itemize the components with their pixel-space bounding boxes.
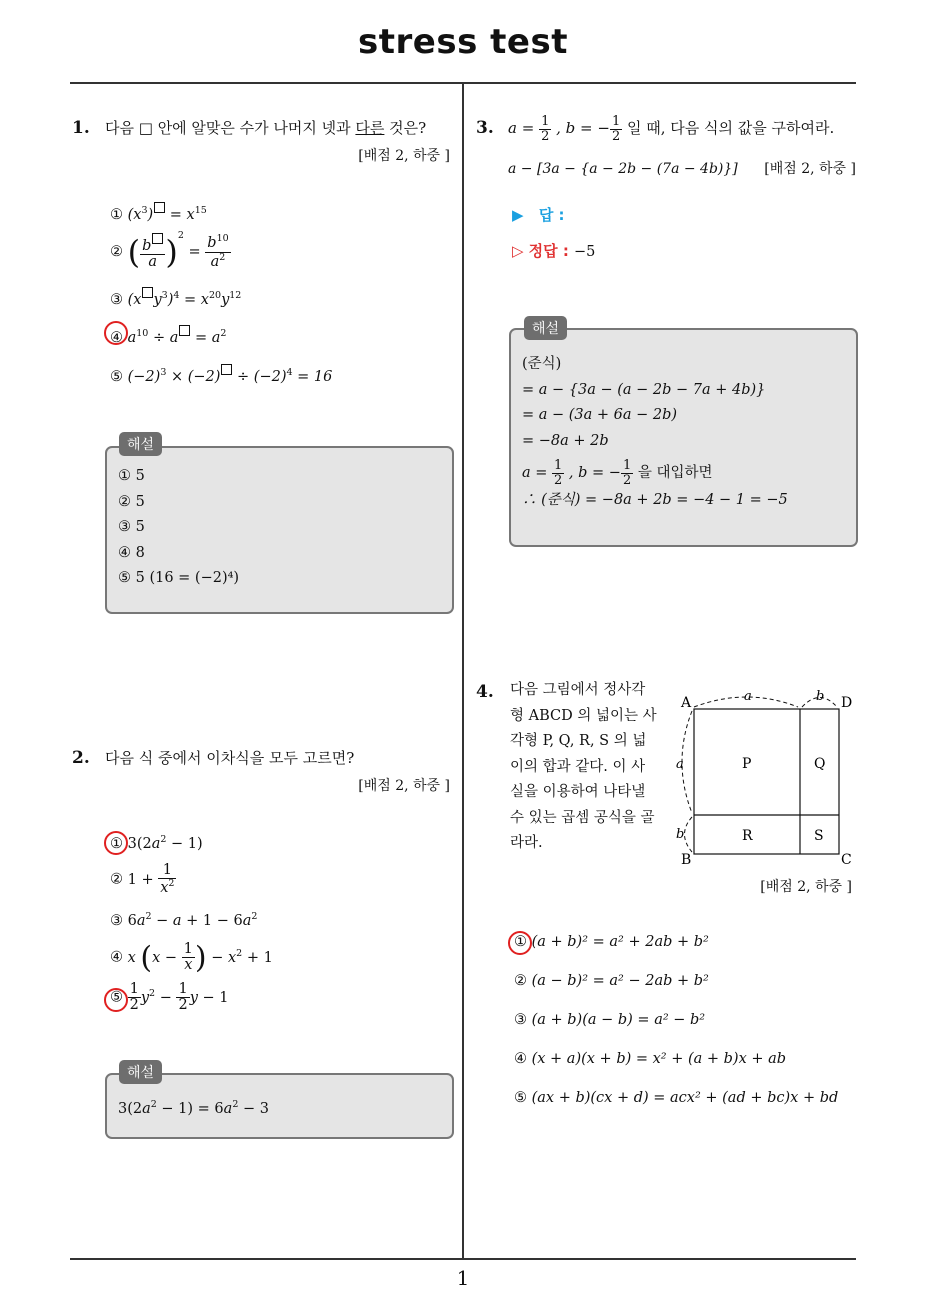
q2-choice-5[interactable]: ⑤ $\frac{1}{2}$ $y^2$ − $\frac{1}{2}$ y − 1 bbox=[110, 981, 229, 1014]
q3-solution-line: = a − (3a + 6a − 2b) bbox=[522, 407, 678, 423]
q2-solution-line: $3(2a^2 - 1) = 6a^2 - 3$ bbox=[118, 1099, 269, 1117]
q3-solution-tag: 해설 bbox=[524, 316, 567, 340]
corner-c: C bbox=[841, 852, 852, 868]
q1-choice-2[interactable]: ② ( $\frac{b}{a}$ )$^2$ = $\frac{b^{10}}{a^2}$ bbox=[110, 230, 229, 271]
corner-a: A bbox=[681, 695, 692, 711]
q2-answer-circle-1 bbox=[104, 831, 128, 855]
q3-solution-line: (준식) bbox=[522, 356, 562, 372]
q1-number: 1. bbox=[72, 118, 90, 138]
q2-choice-1[interactable]: ① $3(2a^2 - 1)$ bbox=[110, 834, 203, 852]
q4-answer-circle bbox=[508, 931, 532, 955]
q1-choice-1[interactable]: ① $(x^3) = x^{15}$ bbox=[110, 202, 207, 223]
page-number: 1 bbox=[456, 1266, 470, 1290]
q3-meta: [배점 2, 하중 ] bbox=[764, 161, 856, 177]
label-left-b: b bbox=[676, 827, 685, 842]
q3-question: a = $\frac{1}{2}$ , b = − $\frac{1}{2}$ 일 때, 다음 식의 값을 구하여라. bbox=[508, 114, 835, 144]
q2-question: 다음 식 중에서 이차식을 모두 고르면? bbox=[105, 749, 355, 767]
brace-left-b bbox=[685, 817, 693, 852]
play-outline-icon: ▷ bbox=[512, 242, 524, 260]
q3-correct-label: 정답 : bbox=[528, 242, 569, 260]
q3-correct-value: −5 bbox=[573, 244, 596, 260]
q1-answer-circle bbox=[104, 321, 128, 345]
q4-question: 다음 그림에서 정사각 형 ABCD 의 넓이는 사 각형 P, Q, R, S 의 넓 이의 합과 같다. 이 사 실을 이용하여 나타낼 수 있는 곱셈 공식을 골 라라. bbox=[510, 682, 657, 851]
q2-meta: [배점 2, 하중 ] bbox=[358, 778, 450, 794]
document-title: stress test bbox=[358, 22, 568, 62]
q3-expression: a − [3a − {a − 2b − (7a − 4b)}] bbox=[508, 161, 738, 177]
q2-answer-circle-5 bbox=[104, 988, 128, 1012]
region-p: P bbox=[742, 756, 752, 772]
q1-solution-line: ① 5 bbox=[118, 468, 145, 484]
q1-solution-body bbox=[118, 464, 239, 592]
q3-substitute-line: a = $\frac{1}{2}$ , b = − $\frac{1}{2}$ 을 대입하면 bbox=[522, 457, 713, 488]
q4-choice-5[interactable]: ⑤ (ax + b)(cx + d) = acx² + (ad + bc)x + bd bbox=[514, 1090, 839, 1106]
q2-choice-3[interactable]: ③ $6a^2 - a + 1 - 6a^2$ bbox=[110, 911, 258, 929]
q1-choice-4[interactable]: ④ $a^{10} \div a = a^2$ bbox=[110, 325, 226, 346]
q1-meta: [배점 2, 하중 ] bbox=[358, 148, 450, 164]
q1-choice-3[interactable]: ③ (x $y^3)^4 = x^{20}y^{12}$ bbox=[110, 287, 241, 308]
q3-number: 3. bbox=[476, 118, 494, 138]
q3-answer-label: 답 : bbox=[538, 206, 565, 224]
region-q: Q bbox=[814, 756, 826, 772]
q1-choice-5[interactable]: ⑤ $(-2)^3 \times (-2) \div (-2)^4 = 16$ bbox=[110, 364, 332, 385]
region-r: R bbox=[742, 828, 753, 844]
corner-b: B bbox=[681, 852, 692, 868]
play-icon: ▶ bbox=[512, 206, 524, 224]
q3-solution-line: = −8a + 2b bbox=[522, 432, 609, 449]
q1-solution-line: ② 5 bbox=[118, 493, 145, 510]
q4-choice-2[interactable]: ② (a − b)² = a² − 2ab + b² bbox=[514, 973, 709, 989]
q4-choice-3[interactable]: ③ (a + b)(a − b) = a² − b² bbox=[514, 1012, 706, 1028]
q2-solution-tag: 해설 bbox=[119, 1060, 162, 1084]
q3-correct-row bbox=[512, 240, 595, 261]
label-top-a: a bbox=[744, 689, 752, 704]
corner-d: D bbox=[841, 695, 853, 711]
q1-solution-line: ③ 5 bbox=[118, 519, 145, 535]
q1-solution-line: ④ 8 bbox=[118, 544, 145, 561]
q2-number: 2. bbox=[72, 748, 90, 768]
label-top-b: b bbox=[816, 689, 825, 704]
column-divider bbox=[462, 82, 464, 1259]
q3-solution-body bbox=[522, 352, 788, 514]
footer-rule bbox=[70, 1258, 856, 1260]
q4-meta: [배점 2, 하중 ] bbox=[760, 879, 852, 895]
q1-question: 다음 □ 안에 알맞은 수가 나머지 넷과 다른 것은? bbox=[105, 119, 427, 137]
q3-solution-line: = a − {3a − (a − 2b − 7a + 4b)} bbox=[522, 381, 766, 398]
q1-solution-tag: 해설 bbox=[119, 432, 162, 456]
q4-square-diagram bbox=[672, 682, 860, 868]
label-left-a: a bbox=[676, 757, 684, 772]
q1-selected-mark: ④ bbox=[110, 329, 123, 346]
q3-solution-line: ∴ (준식) = −8a + 2b = −4 − 1 = −5 bbox=[522, 492, 788, 508]
q2-choice-4[interactable]: ④ x (x − $\frac{1}{x}$ ) − $x^2 + 1$ bbox=[110, 940, 273, 975]
region-s: S bbox=[814, 828, 824, 844]
q1-solution-line: ⑤ 5 (16 = (−2)⁴) bbox=[118, 570, 240, 586]
q4-number: 4. bbox=[476, 682, 494, 702]
q2-choice-2[interactable]: ② 1 + $\frac{1}{x^2}$ bbox=[110, 862, 175, 897]
q4-choice-4[interactable]: ④ (x + a)(x + b) = x² + (a + b)x + ab bbox=[514, 1051, 787, 1067]
q3-answer-row bbox=[512, 204, 565, 225]
q4-choice-1[interactable]: ① (a + b)² = a² + 2ab + b² bbox=[514, 934, 709, 950]
